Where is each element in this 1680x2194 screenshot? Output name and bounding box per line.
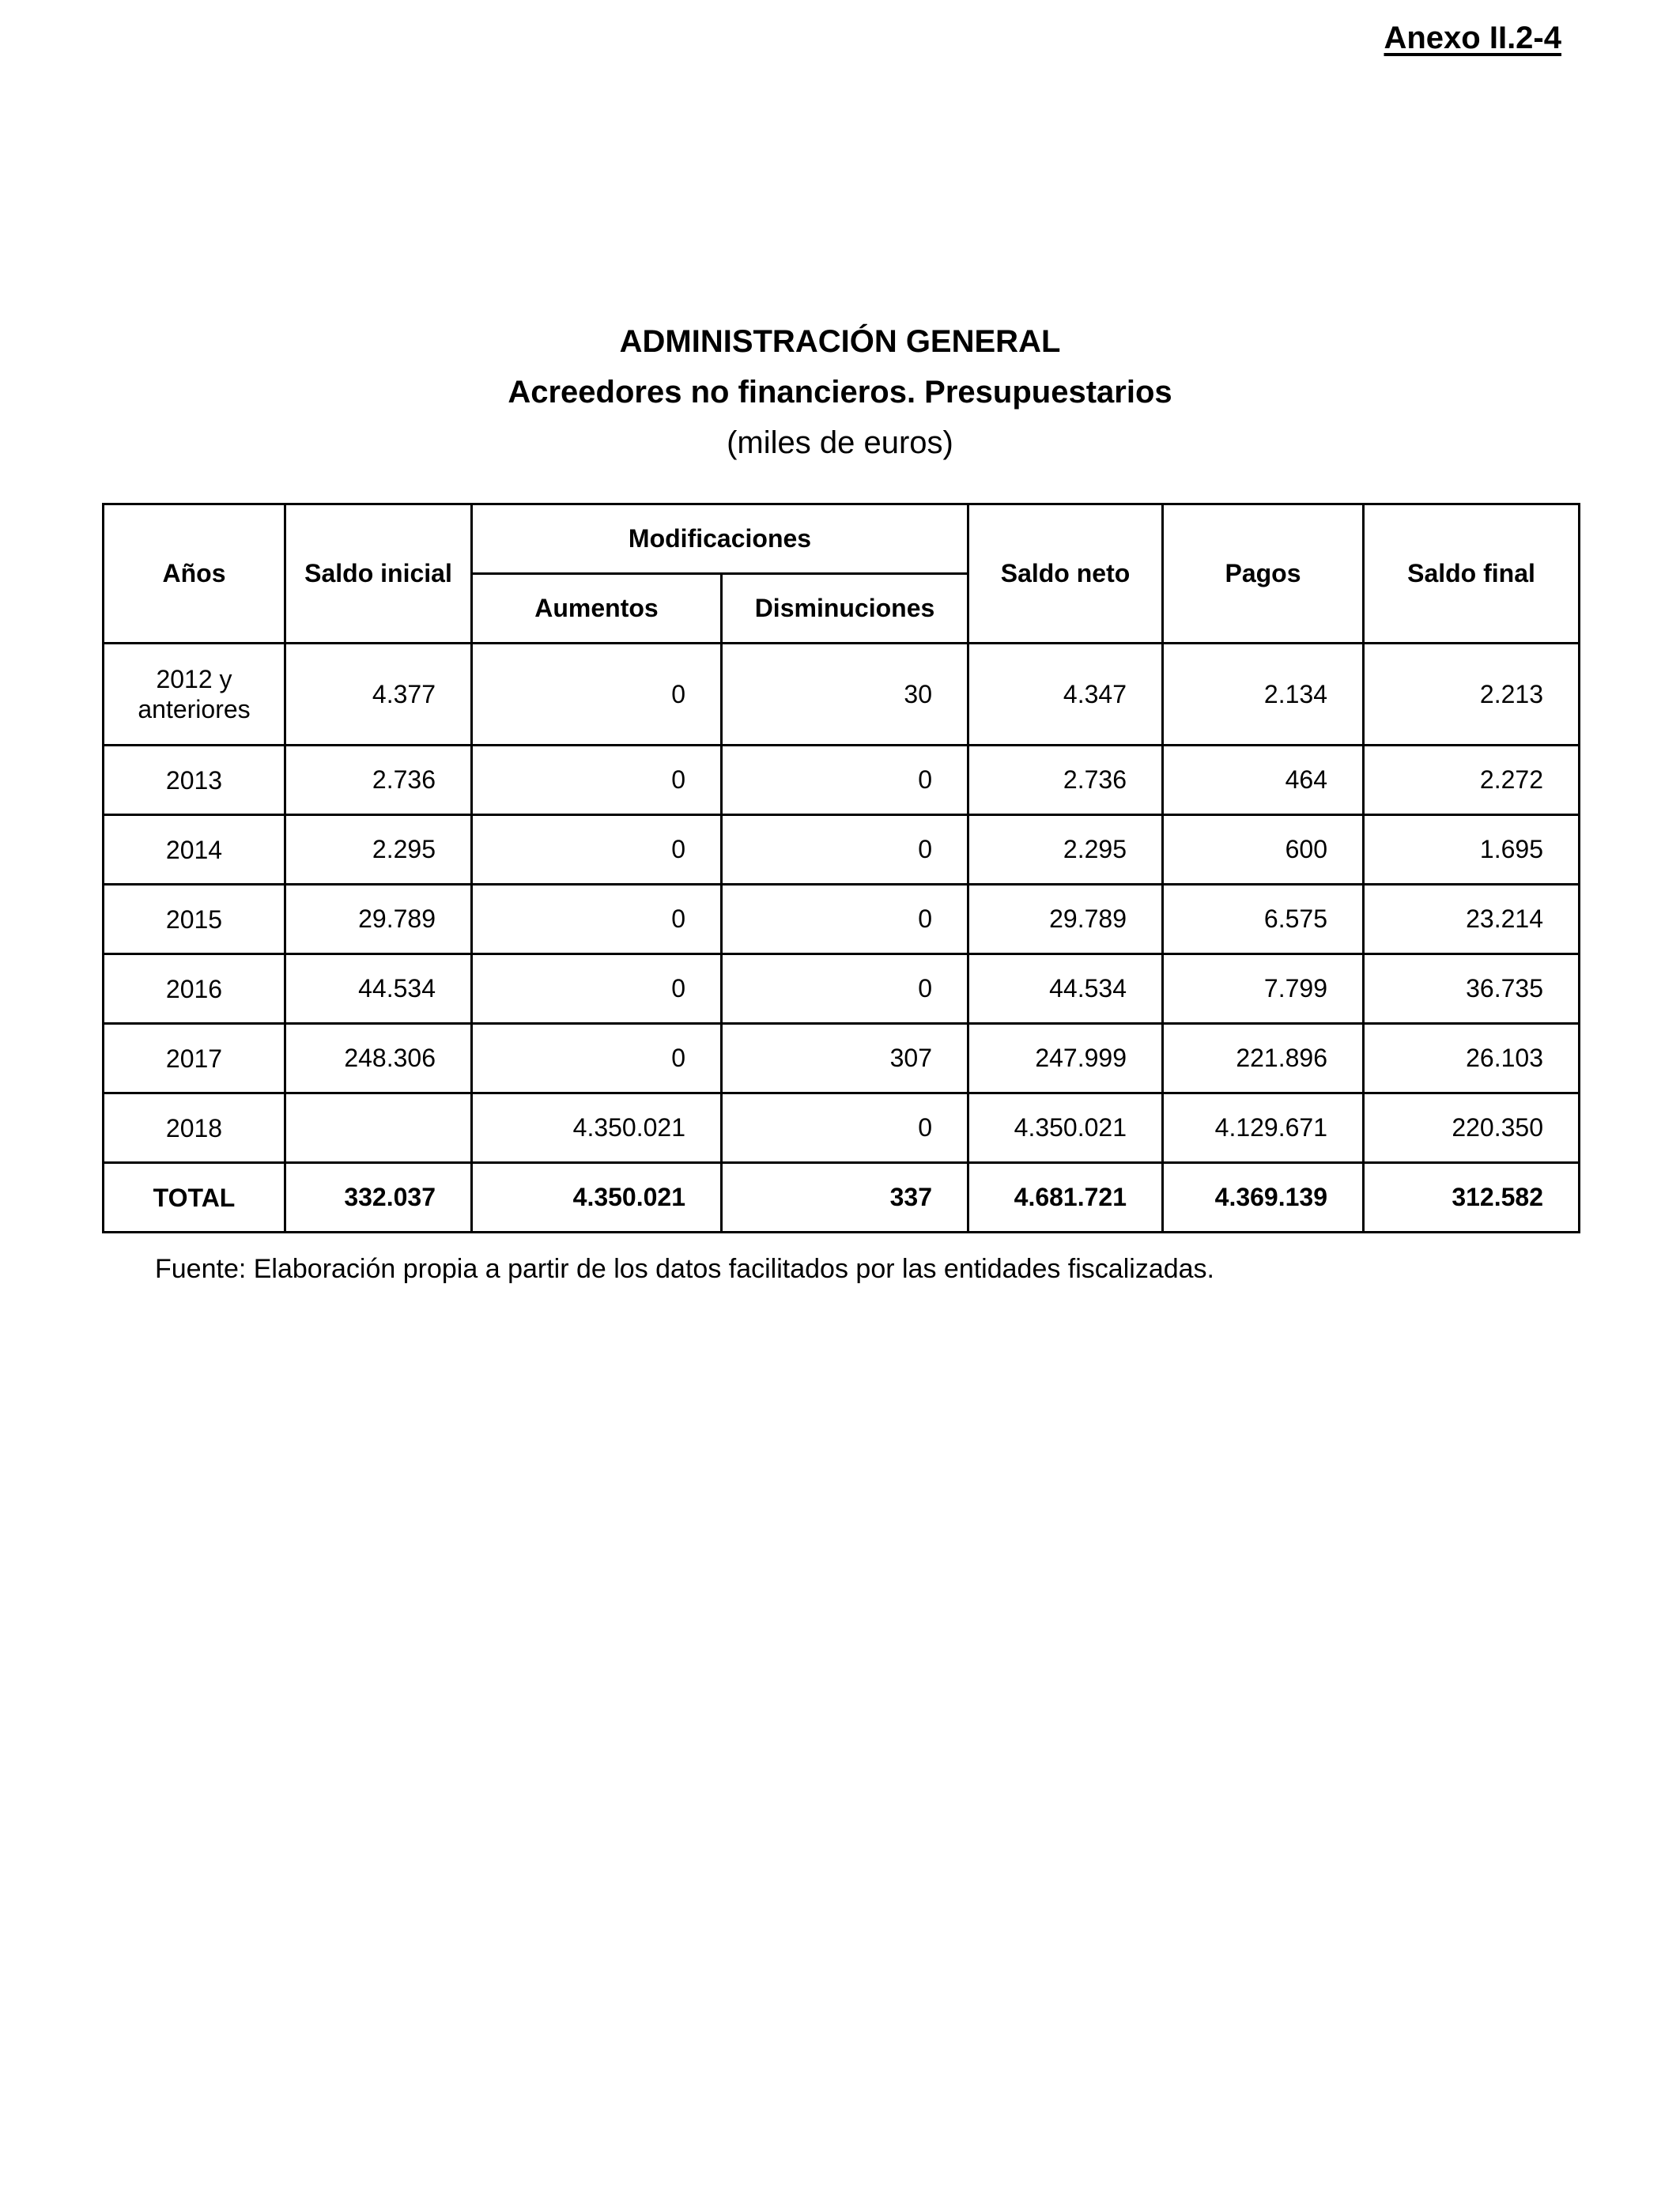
initial-cell: 29.789	[285, 885, 472, 954]
net-cell: 247.999	[968, 1024, 1163, 1093]
source-note: Fuente: Elaboración propia a partir de los datos facilitados por las entidades fiscalizadas.	[155, 1254, 1214, 1284]
header-initial-balance: Saldo inicial	[285, 504, 472, 644]
net-cell: 4.347	[968, 644, 1163, 746]
header-increases: Aumentos	[472, 574, 722, 644]
title-block	[0, 319, 1680, 465]
payments-cell: 464	[1163, 746, 1364, 815]
final-cell: 36.735	[1364, 954, 1580, 1024]
increases-cell: 0	[472, 885, 722, 954]
initial-cell: 44.534	[285, 954, 472, 1024]
total-label: TOTAL	[104, 1163, 285, 1233]
total-initial-cell: 332.037	[285, 1163, 472, 1233]
final-cell: 2.213	[1364, 644, 1580, 746]
total-decreases-cell: 337	[722, 1163, 968, 1233]
total-net-cell: 4.681.721	[968, 1163, 1163, 1233]
net-cell: 2.736	[968, 746, 1163, 815]
year-cell: 2014	[104, 815, 285, 885]
year-cell: 2018	[104, 1093, 285, 1163]
header-years: Años	[104, 504, 285, 644]
total-payments-cell: 4.369.139	[1163, 1163, 1364, 1233]
increases-cell: 0	[472, 644, 722, 746]
header-modifications: Modificaciones	[472, 504, 968, 574]
initial-cell	[285, 1093, 472, 1163]
net-cell: 4.350.021	[968, 1093, 1163, 1163]
creditors-table	[102, 503, 1580, 1233]
net-cell: 2.295	[968, 815, 1163, 885]
header-decreases: Disminuciones	[722, 574, 968, 644]
payments-cell: 2.134	[1163, 644, 1364, 746]
payments-cell: 7.799	[1163, 954, 1364, 1024]
decreases-cell: 0	[722, 954, 968, 1024]
total-final-cell: 312.582	[1364, 1163, 1580, 1233]
table-row	[104, 815, 1580, 885]
year-cell: 2017	[104, 1024, 285, 1093]
increases-cell: 0	[472, 1024, 722, 1093]
decreases-cell: 30	[722, 644, 968, 746]
initial-cell: 4.377	[285, 644, 472, 746]
net-cell: 44.534	[968, 954, 1163, 1024]
header-row	[104, 504, 1580, 574]
header-final-balance: Saldo final	[1364, 504, 1580, 644]
header-net-balance: Saldo neto	[968, 504, 1163, 644]
decreases-cell: 0	[722, 1093, 968, 1163]
decreases-cell: 0	[722, 746, 968, 815]
annex-label: Anexo II.2-4	[1384, 21, 1561, 55]
table-row	[104, 746, 1580, 815]
page-title: ADMINISTRACIÓN GENERAL	[619, 324, 1061, 359]
final-cell: 1.695	[1364, 815, 1580, 885]
decreases-cell: 307	[722, 1024, 968, 1093]
year-cell: 2016	[104, 954, 285, 1024]
table-row	[104, 1024, 1580, 1093]
initial-cell: 2.736	[285, 746, 472, 815]
increases-cell: 4.350.021	[472, 1093, 722, 1163]
net-cell: 29.789	[968, 885, 1163, 954]
initial-cell: 248.306	[285, 1024, 472, 1093]
final-cell: 26.103	[1364, 1024, 1580, 1093]
increases-cell: 0	[472, 746, 722, 815]
payments-cell: 600	[1163, 815, 1364, 885]
total-increases-cell: 4.350.021	[472, 1163, 722, 1233]
final-cell: 23.214	[1364, 885, 1580, 954]
year-cell: 2013	[104, 746, 285, 815]
increases-cell: 0	[472, 954, 722, 1024]
table-row	[104, 1093, 1580, 1163]
units-label: (miles de euros)	[727, 425, 953, 460]
increases-cell: 0	[472, 815, 722, 885]
header-payments: Pagos	[1163, 504, 1364, 644]
payments-cell: 4.129.671	[1163, 1093, 1364, 1163]
year-cell: 2015	[104, 885, 285, 954]
decreases-cell: 0	[722, 885, 968, 954]
table-row	[104, 954, 1580, 1024]
decreases-cell: 0	[722, 815, 968, 885]
payments-cell: 6.575	[1163, 885, 1364, 954]
page-subtitle: Acreedores no financieros. Presupuestarios	[508, 375, 1172, 410]
payments-cell: 221.896	[1163, 1024, 1364, 1093]
table-row	[104, 885, 1580, 954]
final-cell: 2.272	[1364, 746, 1580, 815]
final-cell: 220.350	[1364, 1093, 1580, 1163]
initial-cell: 2.295	[285, 815, 472, 885]
year-cell: 2012 y anteriores	[104, 644, 285, 746]
table-row	[104, 644, 1580, 746]
total-row	[104, 1163, 1580, 1233]
